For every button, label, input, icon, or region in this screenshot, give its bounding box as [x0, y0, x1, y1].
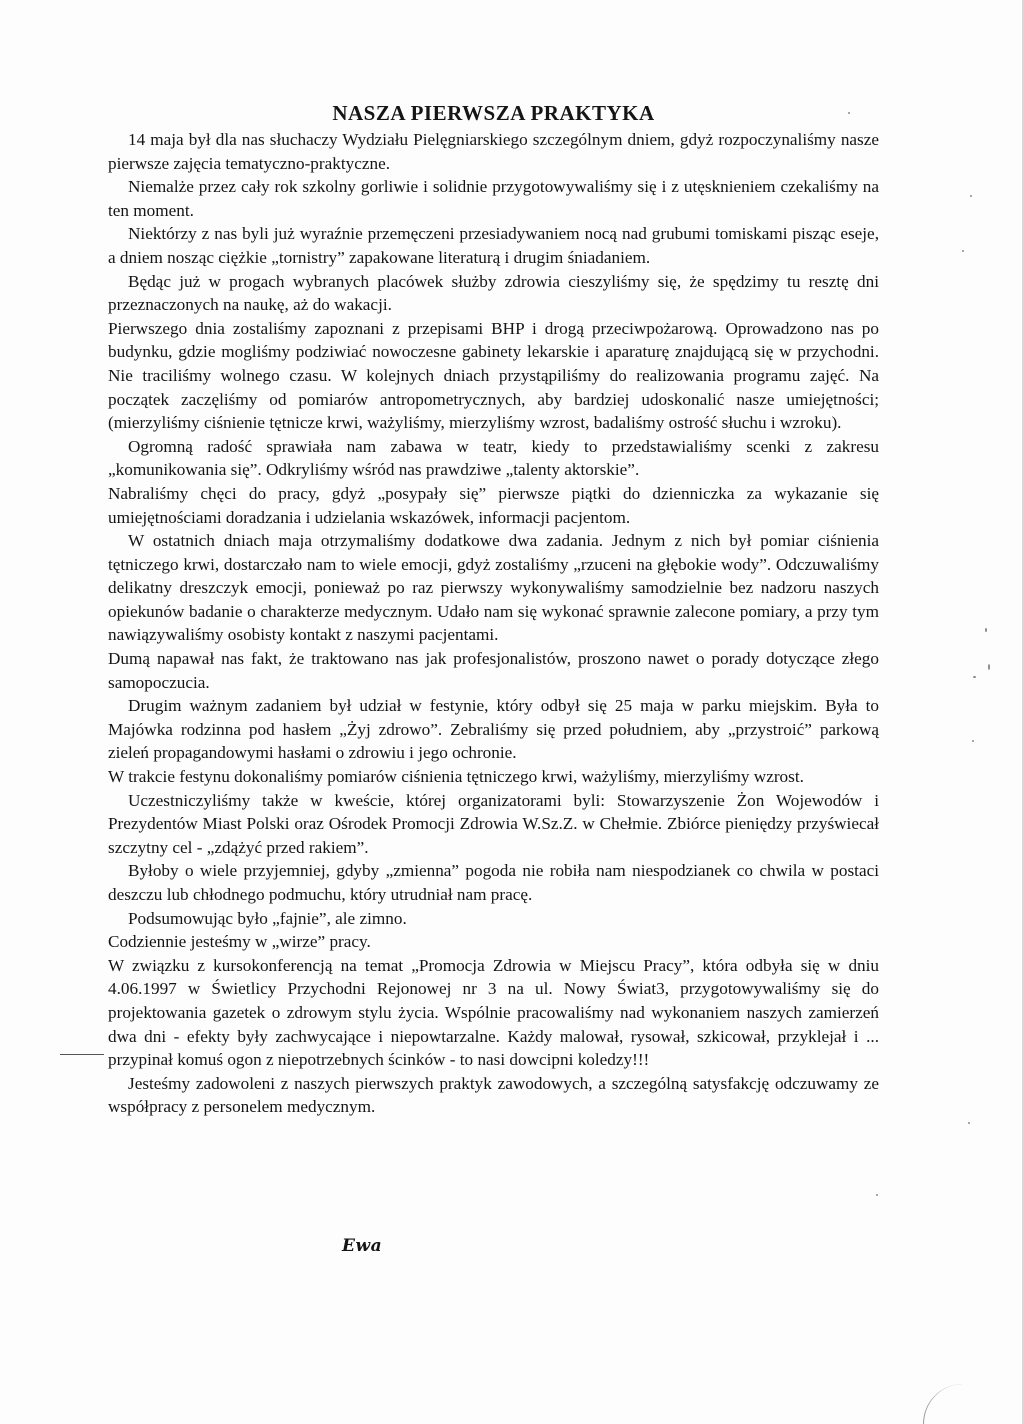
scan-speck	[968, 1122, 970, 1124]
paragraph: Ogromną radość sprawiała nam zabawa w teatr, kiedy to przedstawialiśmy scenki z zakresu „komunikowania się”. Odkryliśmy wśród nas prawdziwe „talenty aktorskie”.	[108, 436, 879, 480]
scan-speck	[985, 628, 987, 632]
paragraph: Byłoby o wiele przyjemniej, gdyby „zmienna” pogoda nie robiła nam niespodzianek co chwila w postaci deszczu lub chłodnego podmuchu, który utrudniał nam pracę.	[108, 861, 879, 904]
paragraph: W trakcie festynu dokonaliśmy pomiarów ciśnienia tętniczego krwi, ważyliśmy, mierzyliśmy wzrost.	[108, 767, 804, 787]
paper-curl	[923, 1384, 984, 1424]
scan-speck	[962, 250, 964, 252]
author-signature: Ewa	[342, 1236, 383, 1256]
paragraph: Dumą napawał nas fakt, że traktowano nas jak profesjonalistów, proszono nawet o porady dotyczące złego samopoczucia.	[108, 649, 879, 692]
paragraph: W ostatnich dniach maja otrzymaliśmy dodatkowe dwa zadania. Jednym z nich był pomiar ciśnienia tętniczego krwi, dostarczało nam to wiele emocji, gdyż zostaliśmy „rzuceni na głębokie wody”. Odczuwaliśmy delikatny dreszczyk emocji, ponieważ po raz pierwszy wykonywaliśmy samodzielnie bez nadzoru naszych opiekunów badanie o charakterze medycznym. Udało nam się wykonać sprawnie zalecone pomiary, a przy tym nawiązywaliśmy osobisty kontakt z naszymi pacjentami.	[108, 531, 879, 645]
paragraph: Jesteśmy zadowoleni z naszych pierwszych praktyk zawodowych, a szczególną satysfakcję odczuwamy ze współpracy z personelem medycznym.	[108, 1073, 879, 1117]
paragraph: Pierwszego dnia zostaliśmy zapoznani z przepisami BHP i drogą przeciwpożarową. Oprowadzono nas po budynku, gdzie mogliśmy podziwiać nowoczesne gabinety lekarskie i aparaturę znajdującą się w przychodni. Nie traciliśmy wolnego czasu. W kolejnych dniach przystąpiliśmy do realizowania programu zajęć. Na początek zaczęliśmy od pomiarów antropometrycznych, aby bardziej udoskonalić nasze umiejętności; (mierzyliśmy ciśnienie tętnicze krwi, ważyliśmy, mierzyliśmy wzrost, badaliśmy ostrość słuchu i wzroku).	[108, 318, 879, 433]
paragraph: Uczestniczyliśmy także w kweście, której organizatorami byli: Stowarzyszenie Żon Wojewodów i Prezydentów Miast Polski oraz Ośrodek Promocji Zdrowia W.Sz.Z. w Chełmie. Zbiórce pieniędzy przyświecał szczytny cel - „zdążyć przed rakiem”.	[108, 790, 879, 857]
scan-speck	[988, 664, 990, 670]
paragraph: Drugim ważnym zadaniem był udział w festynie, który odbył się 25 maja w parku miejskim. Była to Majówka rodzinna pod hasłem „Żyj zdrowo”. Zebraliśmy się przed południem, aby „przystroić” parkową zieleń propagandowymi hasłami o zdrowiu i jego ochronie.	[108, 696, 879, 763]
scan-speck	[970, 195, 972, 197]
article-body	[108, 100, 879, 1119]
paragraph: Niektórzy z nas byli już wyraźnie przemęczeni przesiadywaniem nocą nad grubumi tomiskami pisząc eseje, a dniem nosząc ciężkie „tornistry” zapakowane literaturą i drugim śniadaniem.	[108, 224, 879, 267]
paragraph: Będąc już w progach wybranych placówek służby zdrowia cieszyliśmy się, że spędzimy tu resztę dni przeznaczonych na naukę, aż do wakacji.	[108, 271, 879, 315]
paragraph: 14 maja był dla nas słuchaczy Wydziału Pielęgniarskiego szczególnym dniem, gdyż rozpoczynaliśmy nasze pierwsze zajęcia tematyczno-praktyczne.	[108, 130, 879, 173]
paragraph: Codziennie jesteśmy w „wirze” pracy.	[108, 932, 371, 952]
scan-speck	[876, 1194, 878, 1196]
scan-speck	[973, 676, 976, 678]
paragraph: Nabraliśmy chęci do pracy, gdyż „posypały się” pierwsze piątki do dzienniczka za wykazanie się umiejętnościami doradzania i udzielania wskazówek, informacji pacjentom.	[108, 483, 879, 527]
scan-speck	[972, 740, 974, 742]
paragraph: W związku z kursokonferencją na temat „Promocja Zdrowia w Miejscu Pracy”, która odbyła się w dniu 4.06.1997 w Świetlicy Przychodni Rejonowej nr 3 na ul. Nowy Świat3, przygotowywaliśmy się do projektowania gazetek o zdrowym stylu życia. Wspólnie pracowaliśmy nad wykonaniem naszych zamierzeń dwa dni - efekty były zachwycające i niepowtarzalne. Każdy malował, rysował, szkicował, przyklejał i ... przypinał komuś ogon z niepotrzebnych ścinków - to nasi dowcipni koledzy!!!	[108, 955, 879, 1070]
article-title: NASZA PIERWSZA PRAKTYKA	[332, 101, 655, 125]
scan-speck	[848, 112, 850, 114]
paragraph: Niemalże przez cały rok szkolny gorliwie i solidnie przygotowywaliśmy się i z utęsknieniem czekaliśmy na ten moment.	[108, 177, 879, 220]
margin-pen-mark	[60, 1054, 104, 1055]
paragraph: Podsumowując było „fajnie”, ale zimno.	[128, 908, 407, 928]
